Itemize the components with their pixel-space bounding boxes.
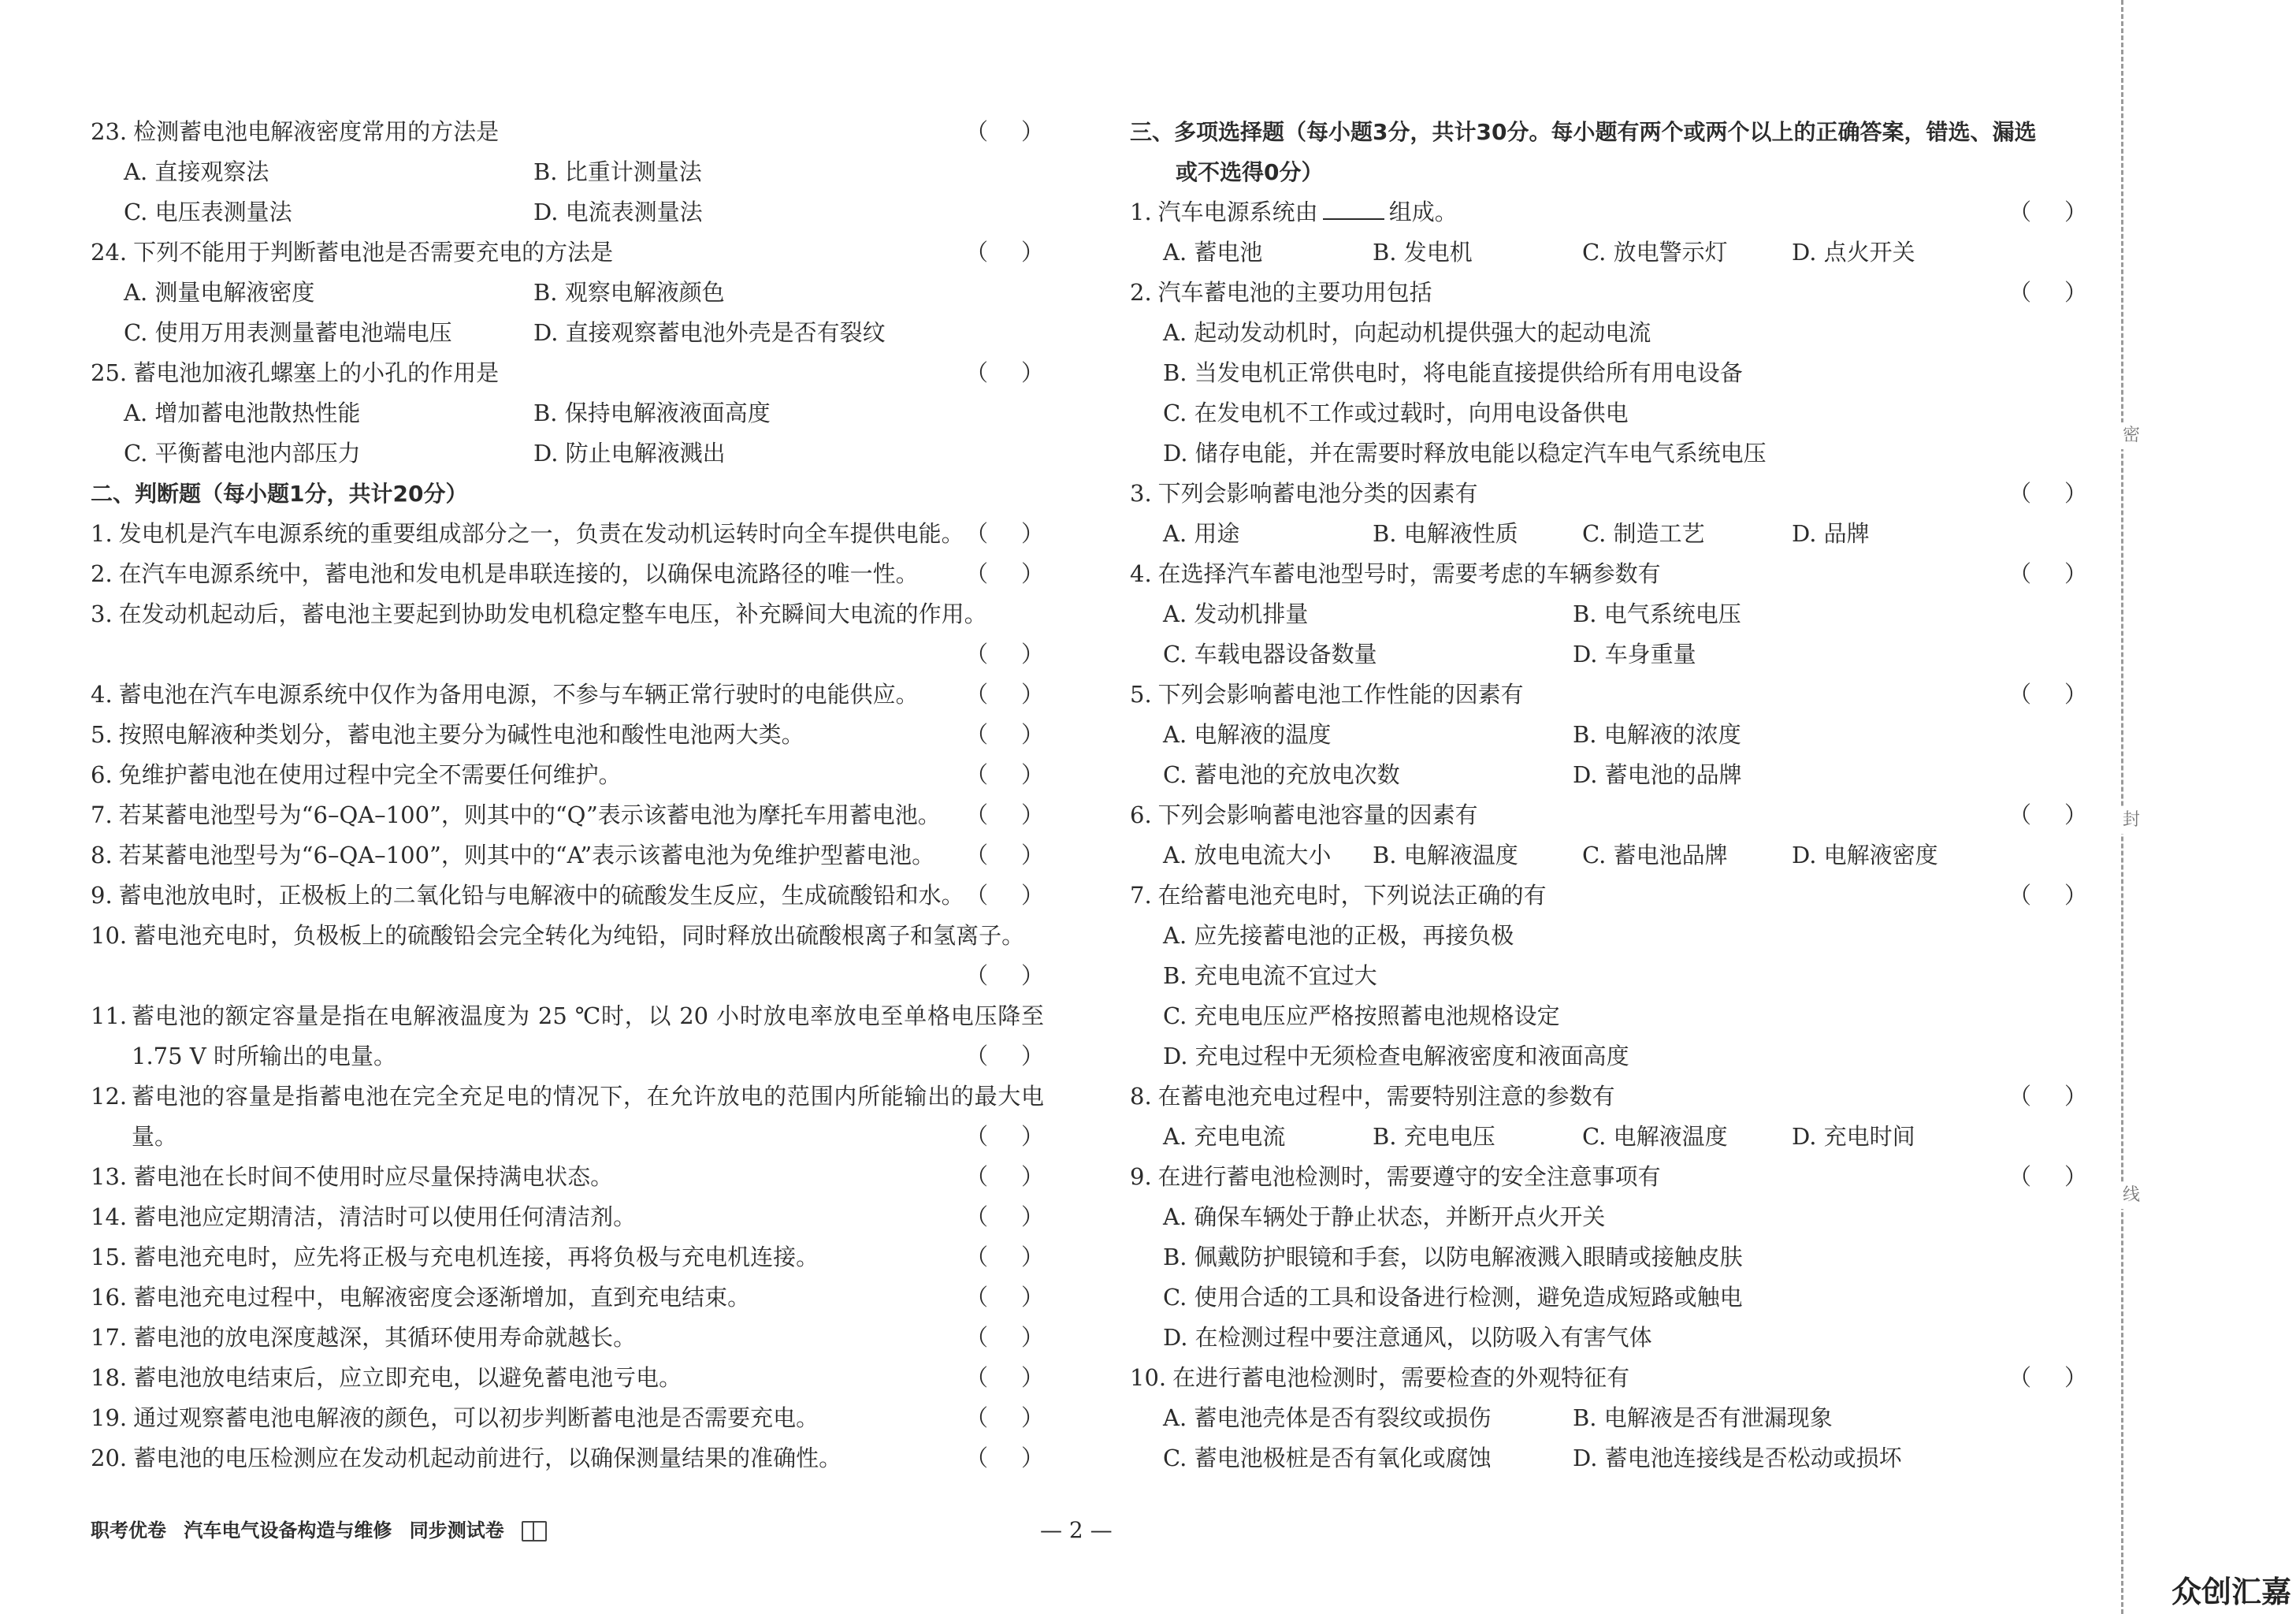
question-number: 23.: [91, 118, 128, 145]
bracket-close: ）: [1020, 1445, 1044, 1471]
option: A. 直接观察法: [124, 158, 269, 185]
question-number: 18.: [91, 1364, 128, 1391]
judgment-item: [91, 1438, 1044, 1478]
judgment-item: [91, 1398, 1044, 1438]
option: B. 保持电解液液面高度: [533, 400, 771, 426]
question-text-after: 组成。: [1388, 199, 1458, 225]
option: B. 充电电压: [1373, 1123, 1495, 1150]
bracket-close: ）: [2064, 1083, 2087, 1110]
question-text: 蓄电池的放电深度越深，其循环使用寿命就越长。: [133, 1324, 637, 1351]
bracket-open: （: [965, 641, 989, 668]
option: B. 当发电机正常供电时，将电能直接提供给所有用电设备: [1163, 359, 1743, 386]
judgment-item: [91, 755, 1044, 795]
judgment-item: [91, 1157, 1044, 1197]
question-number: 3.: [1130, 480, 1152, 507]
option: C. 使用万用表测量蓄电池端电压: [124, 319, 452, 346]
question-number: 7.: [91, 801, 113, 828]
option: D. 电流表测量法: [533, 199, 703, 225]
question-text: 蓄电池放电时，正极板上的二氧化铅与电解液中的硫酸发生反应，生成硫酸铅和水。: [118, 882, 964, 909]
option: A. 增加蓄电池散热性能: [124, 400, 361, 426]
bracket-open: （: [965, 118, 989, 145]
option: C. 充电电压应严格按照蓄电池规格设定: [1163, 1002, 1560, 1029]
option-row: [1130, 1277, 2087, 1318]
option: C. 平衡蓄电池内部压力: [124, 440, 361, 467]
bracket-close: ）: [2064, 279, 2087, 306]
question-text: 在蓄电池充电过程中，需要特别注意的参数有: [1157, 1083, 1615, 1110]
judgment-item: [91, 795, 1044, 835]
bracket-open: （: [965, 761, 989, 788]
bracket-open: （: [2008, 1364, 2032, 1391]
option: A. 起动发动机时，向起动机提供强大的起动电流: [1163, 319, 1651, 346]
bracket-close: ）: [2064, 882, 2087, 909]
option: C. 放电警示灯: [1582, 239, 1728, 266]
right-column: [1130, 112, 2087, 1478]
option-row: [1130, 1438, 2087, 1478]
bracket-close: ）: [1020, 1163, 1044, 1190]
footer: [91, 1515, 558, 1546]
bracket-open: （: [965, 520, 989, 547]
option-row: [91, 313, 1044, 353]
question-number: 11.: [91, 1002, 128, 1029]
bracket-open: （: [965, 1364, 989, 1391]
option-row: [1130, 594, 2087, 634]
bracket-open: （: [2008, 560, 2032, 587]
question-text: 检测蓄电池电解液密度常用的方法是: [133, 118, 500, 145]
bracket-close: ）: [1020, 761, 1044, 788]
judgment-item: [91, 876, 1044, 916]
option-row: [1130, 393, 2087, 433]
question-text: 在选择汽车蓄电池型号时，需要考虑的车辆参数有: [1157, 560, 1661, 587]
bracket-close: ）: [2064, 560, 2087, 587]
option-row: [1130, 634, 2087, 675]
question-text: 按照电解液种类划分，蓄电池主要分为碱性电池和酸性电池两大类。: [118, 721, 804, 748]
question-stem: [1130, 273, 2087, 313]
option: D. 充电过程中无须检查电解液密度和液面高度: [1163, 1043, 1629, 1069]
question-text: 在进行蓄电池检测时，需要检查的外观特征有: [1172, 1364, 1630, 1391]
question-text: 蓄电池加液孔螺塞上的小孔的作用是: [133, 359, 500, 386]
watermark: 众创汇嘉: [2171, 1575, 2291, 1609]
option: C. 蓄电池极桩是否有氧化或腐蚀: [1163, 1445, 1492, 1471]
option-row: [1130, 514, 2087, 554]
footer-type: 同步测试卷: [409, 1519, 504, 1541]
bracket-close: ）: [2064, 480, 2087, 507]
bracket-open: （: [2008, 801, 2032, 828]
bracket-close: ）: [1020, 1364, 1044, 1391]
bracket-close: ）: [1020, 721, 1044, 748]
answer-row: [91, 956, 1044, 996]
question-number: 2.: [91, 560, 113, 587]
question-text: 蓄电池充电时，负极板上的硫酸铅会完全转化为纯铅，同时释放出硫酸根离子和氢离子。: [133, 922, 1025, 949]
bracket-close: ）: [2064, 681, 2087, 708]
option: B. 佩戴防护眼镜和手套，以防电解液溅入眼睛或接触皮肤: [1163, 1244, 1743, 1270]
option: D. 储存电能，并在需要时释放电能以稳定汽车电气系统电压: [1163, 440, 1767, 467]
option: D. 直接观察蓄电池外壳是否有裂纹: [533, 319, 886, 346]
option: B. 观察电解液颜色: [533, 279, 725, 306]
question-number: 20.: [91, 1445, 128, 1471]
bracket-close: ）: [2064, 199, 2087, 225]
bracket-open: （: [965, 962, 989, 989]
judgment-item: [91, 1277, 1044, 1318]
option: C. 蓄电池的充放电次数: [1163, 761, 1400, 788]
bracket-close: ）: [2064, 1163, 2087, 1190]
judgment-item: [91, 675, 1044, 715]
question-stem: [91, 232, 1044, 273]
option: B. 电解液温度: [1373, 842, 1518, 868]
option-row: [1130, 755, 2087, 795]
option-row: [91, 433, 1044, 474]
option: D. 充电时间: [1792, 1123, 1915, 1150]
bracket-open: （: [965, 681, 989, 708]
option: A. 发动机排量: [1163, 601, 1309, 627]
option-row: [1130, 353, 2087, 393]
bracket-close: ）: [1020, 962, 1044, 989]
bracket-close: ）: [1020, 359, 1044, 386]
question-stem: [1130, 876, 2087, 916]
question-number: 9.: [91, 882, 113, 909]
bracket-open: （: [2008, 681, 2032, 708]
bracket-close: ）: [1020, 842, 1044, 868]
option: A. 用途: [1163, 520, 1240, 547]
question-number: 6.: [1130, 801, 1152, 828]
question-text: 免维护蓄电池在使用过程中完全不需要任何维护。: [118, 761, 622, 788]
question-text: 下列会影响蓄电池工作性能的因素有: [1157, 681, 1524, 708]
bracket-open: （: [2008, 882, 2032, 909]
bracket-open: （: [2008, 1083, 2032, 1110]
judgment-item: [91, 514, 1044, 554]
bracket-close: ）: [1020, 641, 1044, 668]
question-number: 1.: [1130, 199, 1152, 225]
question-text: 蓄电池充电过程中，电解液密度会逐渐增加，直到充电结束。: [133, 1284, 751, 1311]
question-stem: [91, 112, 1044, 152]
question-text: 在汽车电源系统中，蓄电池和发电机是串联连接的，以确保电流路径的唯一性。: [118, 560, 919, 587]
binding-char-seal: 密: [2118, 422, 2145, 449]
judgment-item: [91, 554, 1044, 594]
bracket-open: （: [965, 882, 989, 909]
bracket-close: ）: [1020, 1203, 1044, 1230]
option-row: [1130, 996, 2087, 1036]
question-number: 3.: [91, 601, 113, 627]
bracket-open: （: [965, 1203, 989, 1230]
judgment-item: [91, 1358, 1044, 1398]
question-number: 5.: [1130, 681, 1152, 708]
question-number: 4.: [91, 681, 113, 708]
bracket-open: （: [965, 721, 989, 748]
question-text: 在进行蓄电池检测时，需要遵守的安全注意事项有: [1157, 1163, 1661, 1190]
option-row: [91, 192, 1044, 232]
option: C. 电压表测量法: [124, 199, 292, 225]
option-row: [1130, 313, 2087, 353]
question-text: 下列会影响蓄电池容量的因素有: [1157, 801, 1478, 828]
option: A. 蓄电池壳体是否有裂纹或损伤: [1163, 1404, 1492, 1431]
option-row: [1130, 835, 2087, 876]
section-title-judgment: 二、判断题（每小题1分，共计20分）: [91, 481, 468, 507]
option: B. 电解液性质: [1373, 520, 1518, 547]
bracket-close: ）: [1020, 520, 1044, 547]
option-row: [91, 152, 1044, 192]
question-number: 12.: [91, 1083, 128, 1110]
bracket-open: （: [965, 801, 989, 828]
bracket-close: ）: [1020, 1043, 1044, 1069]
option: C. 在发电机不工作或过载时，向用电设备供电: [1163, 400, 1629, 426]
option: A. 蓄电池: [1163, 239, 1263, 266]
option-row: [1130, 916, 2087, 956]
question-number: 9.: [1130, 1163, 1152, 1190]
question-number: 19.: [91, 1404, 128, 1431]
section-title-multiple: 三、多项选择题（每小题3分，共计30分。每小题有两个或两个以上的正确答案，错选、漏选: [1130, 119, 2037, 145]
question-number: 10.: [1130, 1364, 1167, 1391]
option: A. 应先接蓄电池的正极，再接负极: [1163, 922, 1514, 949]
question-text: 蓄电池在汽车电源系统中仅作为备用电源，不参与车辆正常行驶时的电能供应。: [118, 681, 919, 708]
option: A. 放电电流大小: [1163, 842, 1332, 868]
question-text: 蓄电池的额定容量是指在电解液温度为 25 ℃时，以 20 小时放电率放电至单格电压降至 1.75 V 时所输出的电量。: [132, 1002, 1044, 1069]
bracket-close: ）: [1020, 882, 1044, 909]
question-number: 8.: [1130, 1083, 1152, 1110]
option: A. 电解液的温度: [1163, 721, 1332, 748]
option: A. 充电电流: [1163, 1123, 1286, 1150]
option: B. 电气系统电压: [1573, 601, 1741, 627]
option-row: [1130, 1036, 2087, 1077]
option: D. 防止电解液溅出: [533, 440, 726, 467]
bracket-close: ）: [1020, 801, 1044, 828]
question-text: 通过观察蓄电池电解液的颜色，可以初步判断蓄电池是否需要充电。: [133, 1404, 819, 1431]
question-stem: [1130, 675, 2087, 715]
page-number: — 2 —: [1040, 1517, 1113, 1543]
question-text: 蓄电池放电结束后，应立即充电，以避免蓄电池亏电。: [133, 1364, 682, 1391]
bracket-open: （: [965, 842, 989, 868]
question-text: 蓄电池应定期清洁，清洁时可以使用任何清洁剂。: [133, 1203, 637, 1230]
bracket-close: ）: [1020, 1404, 1044, 1431]
option: C. 制造工艺: [1582, 520, 1705, 547]
option: D. 品牌: [1792, 520, 1870, 547]
question-number: 7.: [1130, 882, 1152, 909]
question-number: 5.: [91, 721, 113, 748]
question-number: 10.: [91, 922, 128, 949]
question-stem: [1130, 1358, 2087, 1398]
bracket-open: （: [965, 1445, 989, 1471]
bracket-open: （: [965, 560, 989, 587]
bracket-open: （: [965, 1043, 989, 1069]
question-text: 若某蓄电池型号为“6–QA–100”，则其中的“Q”表示该蓄电池为摩托车用蓄电池。: [118, 801, 941, 828]
judgment-item: [91, 1197, 1044, 1237]
question-text: 在发动机起动后，蓄电池主要起到协助发电机稳定整车电压，补充瞬间大电流的作用。: [118, 601, 987, 627]
judgment-item: [91, 715, 1044, 755]
left-column: [91, 112, 1044, 1478]
question-number: 17.: [91, 1324, 128, 1351]
question-number: 24.: [91, 239, 128, 266]
option-row: [91, 393, 1044, 433]
bracket-open: （: [2008, 279, 2032, 306]
option-row: [1130, 1398, 2087, 1438]
option: C. 电解液温度: [1582, 1123, 1728, 1150]
question-number: 25.: [91, 359, 128, 386]
question-stem: [1130, 1077, 2087, 1117]
question-number: 1.: [91, 520, 113, 547]
answer-row: [91, 634, 1044, 675]
question-text: 汽车电源系统由: [1157, 199, 1318, 225]
question-text: 蓄电池在长时间不使用时应尽量保持满电状态。: [133, 1163, 614, 1190]
question-stem: [1130, 192, 2087, 232]
question-number: 4.: [1130, 560, 1152, 587]
bracket-close: ）: [1020, 239, 1044, 266]
bracket-close: ）: [1020, 118, 1044, 145]
question-text: 下列不能用于判断蓄电池是否需要充电的方法是: [133, 239, 614, 266]
section-title-multiple-cont: 或不选得0分）: [1176, 159, 1324, 185]
option: B. 充电电流不宜过大: [1163, 962, 1377, 989]
bracket-open: （: [2008, 1163, 2032, 1190]
bracket-open: （: [965, 1123, 989, 1150]
option-row: [1130, 1117, 2087, 1157]
option-row: [1130, 956, 2087, 996]
binding-char-envelope: 封: [2118, 807, 2145, 834]
option: B. 比重计测量法: [533, 158, 702, 185]
option-row: [1130, 1237, 2087, 1277]
answer-row: [91, 1117, 1044, 1157]
option-row: [1130, 232, 2087, 273]
question-stem: [1130, 474, 2087, 514]
question-text: 下列会影响蓄电池分类的因素有: [1157, 480, 1478, 507]
question-number: 13.: [91, 1163, 128, 1190]
bracket-close: ）: [1020, 1324, 1044, 1351]
option-row: [1130, 1318, 2087, 1358]
option: C. 车载电器设备数量: [1163, 641, 1377, 668]
option-row: [1130, 715, 2087, 755]
book-icon: [522, 1521, 547, 1541]
question-text: 蓄电池的容量是指蓄电池在完全充足电的情况下，在允许放电的范围内所能输出的最大电量。: [132, 1083, 1044, 1150]
question-text: 蓄电池充电时，应先将正极与充电机连接，再将负极与充电机连接。: [133, 1244, 819, 1270]
bracket-close: ）: [1020, 681, 1044, 708]
question-text: 发电机是汽车电源系统的重要组成部分之一，负责在发动机运转时向全车提供电能。: [118, 520, 964, 547]
option: C. 使用合适的工具和设备进行检测，避免造成短路或触电: [1163, 1284, 1743, 1311]
answer-row: [91, 1036, 1044, 1077]
fill-blank: [1323, 198, 1384, 220]
question-number: 14.: [91, 1203, 128, 1230]
bracket-open: （: [965, 359, 989, 386]
option: B. 电解液是否有泄漏现象: [1573, 1404, 1833, 1431]
footer-brand: 职考优卷: [91, 1519, 166, 1541]
footer-subject: 汽车电气设备构造与维修: [184, 1519, 392, 1541]
option: C. 蓄电池品牌: [1582, 842, 1728, 868]
bracket-open: （: [965, 1284, 989, 1311]
bracket-open: （: [2008, 199, 2032, 225]
bracket-open: （: [965, 1244, 989, 1270]
bracket-close: ）: [2064, 1364, 2087, 1391]
binding-char-line: 线: [2118, 1182, 2145, 1209]
judgment-item: [91, 594, 1044, 634]
bracket-open: （: [965, 1324, 989, 1351]
question-stem: [1130, 795, 2087, 835]
question-number: 15.: [91, 1244, 128, 1270]
option: D. 电解液密度: [1792, 842, 1938, 868]
question-number: 16.: [91, 1284, 128, 1311]
question-stem: [91, 353, 1044, 393]
judgment-item: [91, 916, 1044, 956]
question-number: 2.: [1130, 279, 1152, 306]
question-number: 8.: [91, 842, 113, 868]
bracket-open: （: [965, 1404, 989, 1431]
question-number: 6.: [91, 761, 113, 788]
bracket-close: ）: [1020, 560, 1044, 587]
option: D. 点火开关: [1792, 239, 1915, 266]
option: B. 电解液的浓度: [1573, 721, 1741, 748]
question-text: 汽车蓄电池的主要功用包括: [1157, 279, 1432, 306]
bracket-close: ）: [1020, 1244, 1044, 1270]
question-stem: [1130, 554, 2087, 594]
bracket-close: ）: [1020, 1284, 1044, 1311]
bracket-close: ）: [1020, 1123, 1044, 1150]
judgment-item: [91, 1318, 1044, 1358]
option: D. 蓄电池的品牌: [1573, 761, 1742, 788]
option: A. 确保车辆处于静止状态，并断开点火开关: [1163, 1203, 1606, 1230]
question-stem: [1130, 1157, 2087, 1197]
judgment-item: [91, 1237, 1044, 1277]
option-row: [1130, 1197, 2087, 1237]
judgment-item: [91, 835, 1044, 876]
option: D. 蓄电池连接线是否松动或损坏: [1573, 1445, 1902, 1471]
option-row: [1130, 433, 2087, 474]
option: D. 在检测过程中要注意通风，以防吸入有害气体: [1163, 1324, 1652, 1351]
question-text: 蓄电池的电压检测应在发动机起动前进行，以确保测量结果的准确性。: [133, 1445, 842, 1471]
bracket-open: （: [965, 239, 989, 266]
option: D. 车身重量: [1573, 641, 1696, 668]
option: A. 测量电解液密度: [124, 279, 315, 306]
bracket-open: （: [965, 1163, 989, 1190]
question-text: 在给蓄电池充电时，下列说法正确的有: [1157, 882, 1547, 909]
option-row: [91, 273, 1044, 313]
option: B. 发电机: [1373, 239, 1473, 266]
bracket-close: ）: [2064, 801, 2087, 828]
question-text: 若某蓄电池型号为“6–QA–100”，则其中的“A”表示该蓄电池为免维护型蓄电池。: [118, 842, 935, 868]
bracket-open: （: [2008, 480, 2032, 507]
